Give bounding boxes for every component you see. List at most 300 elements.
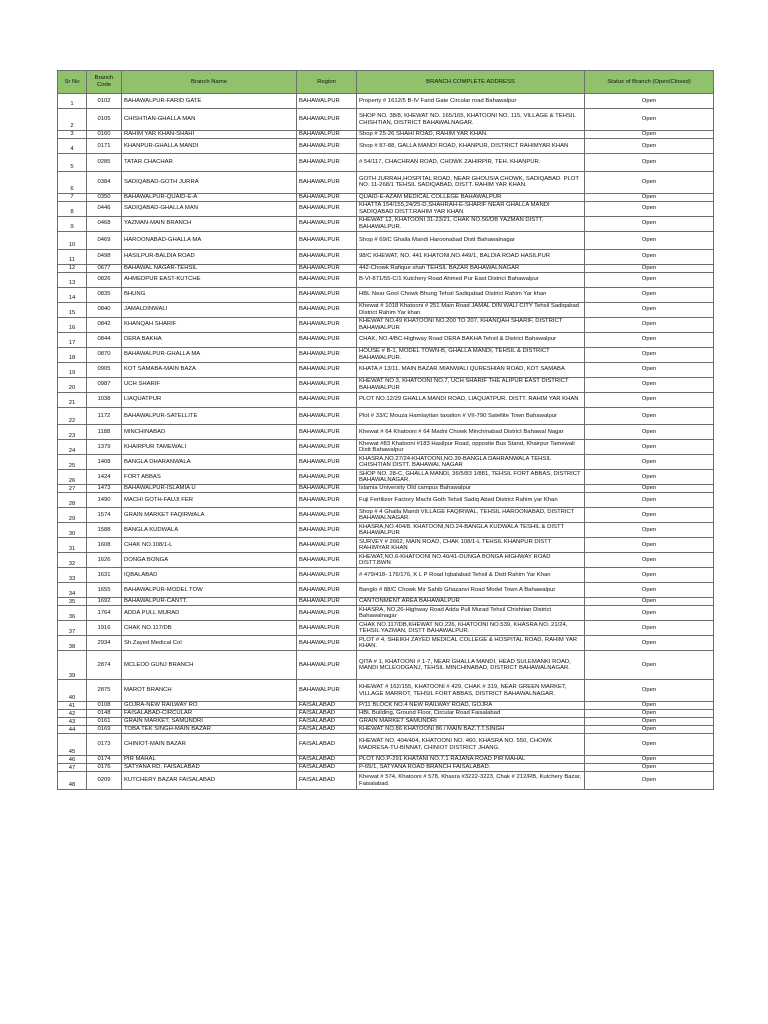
- row-region: BAHAWALPUR: [297, 317, 357, 332]
- row-sr-no: 43: [58, 718, 87, 726]
- table-row: [58, 636, 714, 651]
- row-branch-name: KOT SAMABA-MAIN BAZA: [122, 362, 297, 377]
- row-address: KHEWAT,NO.6-KHATOONI NO.40/41-DUNGA BONGA HIGHWAY ROAD DISTT.BWN: [357, 553, 585, 568]
- row-branch-name: ADDA PULL MURAD: [122, 606, 297, 621]
- row-branch-name: KHANQAH SHARIF: [122, 317, 297, 332]
- row-sr-no: 14: [58, 287, 87, 302]
- row-region: BAHAWALPUR: [297, 272, 357, 287]
- row-branch-code: 1473: [87, 485, 122, 493]
- row-status: Open: [585, 317, 714, 332]
- row-branch-name: PIR MAHAL: [122, 756, 297, 764]
- row-address: GOTH JURRAH,HOSPITAL ROAD, NEAR GHOUSIA CHOWK, SADIQABAD. PLOT NO. 11-268/1 TEHSIL SADIQABAD, DISTT. RAHIM YAR KHAN.: [357, 171, 585, 193]
- row-branch-name: KHAIRPUR TAMEWALI: [122, 440, 297, 455]
- row-status: Open: [585, 718, 714, 726]
- row-address: B-VI-871/55-C/1 Kutchery Road Ahmed Pur East District Bahawalpur: [357, 272, 585, 287]
- row-branch-name: TATAR CHACHAR: [122, 154, 297, 172]
- row-sr-no: 48: [58, 772, 87, 790]
- row-branch-name: FAISALABAD-CIRCULAR: [122, 710, 297, 718]
- row-sr-no: 2: [58, 109, 87, 131]
- row-status: Open: [585, 264, 714, 272]
- row-address: Khewat # 1018 Khatooni # 251 Main Road JAMAL DIN WALI CITY Tehsil Sadiqabad District Rahim Yar khan: [357, 302, 585, 317]
- table-row: [58, 131, 714, 139]
- table-row: [58, 523, 714, 538]
- row-branch-code: 0870: [87, 347, 122, 362]
- row-branch-name: BAHAWAL NAGAR-TEHSIL: [122, 264, 297, 272]
- row-sr-no: 29: [58, 508, 87, 523]
- table-row: [58, 756, 714, 764]
- row-branch-code: 0835: [87, 287, 122, 302]
- row-branch-code: 1588: [87, 523, 122, 538]
- row-region: BAHAWALPUR: [297, 131, 357, 139]
- row-branch-code: 0176: [87, 764, 122, 772]
- row-status: Open: [585, 508, 714, 523]
- row-branch-code: 0171: [87, 139, 122, 154]
- row-status: Open: [585, 347, 714, 362]
- table-row: [58, 568, 714, 583]
- row-branch-code: 0173: [87, 734, 122, 756]
- table-row: [58, 726, 714, 734]
- table-row: [58, 287, 714, 302]
- row-status: Open: [585, 377, 714, 392]
- header-region: Region: [297, 71, 357, 94]
- row-branch-code: 0108: [87, 702, 122, 710]
- row-branch-name: DONGA BONGA: [122, 553, 297, 568]
- row-status: Open: [585, 440, 714, 455]
- row-address: Plot # 33/C Mouza Hamlaytian taxation # VII-790 Satellite Town Bahawalpur: [357, 407, 585, 425]
- table-row: [58, 347, 714, 362]
- row-status: Open: [585, 154, 714, 172]
- row-address: KHEWAT NO.86 KHATOONI 86 / MAIN BAZ.T.T.SINGH: [357, 726, 585, 734]
- row-status: Open: [585, 621, 714, 636]
- row-region: BAHAWALPUR: [297, 154, 357, 172]
- row-address: QUAID-E-AZAM MEDICAL COLLEGE BAHAWALPUR: [357, 193, 585, 201]
- row-region: BAHAWALPUR: [297, 583, 357, 598]
- row-region: BAHAWALPUR: [297, 538, 357, 553]
- row-branch-name: BAHAWALPUR-CANTT.: [122, 598, 297, 606]
- row-sr-no: 7: [58, 193, 87, 201]
- row-region: BAHAWALPUR: [297, 407, 357, 425]
- row-region: BAHAWALPUR: [297, 201, 357, 216]
- row-branch-name: KUTCHERY BAZAR FAISALABAD: [122, 772, 297, 790]
- row-branch-code: 0905: [87, 362, 122, 377]
- row-status: Open: [585, 772, 714, 790]
- row-branch-code: 0160: [87, 131, 122, 139]
- row-branch-name: SATYANA RD, FAISALABAD: [122, 764, 297, 772]
- row-region: BAHAWALPUR: [297, 485, 357, 493]
- header-branch-code: Branch Code: [87, 71, 122, 94]
- row-region: BAHAWALPUR: [297, 553, 357, 568]
- row-branch-code: 2874: [87, 651, 122, 680]
- table-row: [58, 392, 714, 407]
- row-address: SHOP NO. 38/8, KHEWAT NO. 165/165, KHATOONI NO. 115, VILLAGE & TEHSIL CHISHTIAN, DISTRICT BAHAWALNAGAR.: [357, 109, 585, 131]
- table-row: [58, 377, 714, 392]
- table-row: [58, 493, 714, 508]
- row-branch-name: DERA BAKHA: [122, 332, 297, 347]
- row-branch-code: 0161: [87, 718, 122, 726]
- row-address: P-65/1, SATYANA ROAD BRANCH FAISALABAD.: [357, 764, 585, 772]
- row-address: CHAK, NO.4/BC-Highway Road DERA BAKHA Tehsil & District Bahawalpur: [357, 332, 585, 347]
- table-row: [58, 362, 714, 377]
- row-branch-name: GRAIN MARKET, SAMUNDRI: [122, 718, 297, 726]
- table-row: [58, 231, 714, 249]
- row-branch-name: MINCHINABAD: [122, 425, 297, 440]
- row-region: BAHAWALPUR: [297, 347, 357, 362]
- table-row: [58, 139, 714, 154]
- row-address: KHATA # 13/11, MAIN BAZAR MIANWALI QURESHIAN ROAD, KOT SAMABA: [357, 362, 585, 377]
- row-status: Open: [585, 734, 714, 756]
- table-row: [58, 718, 714, 726]
- row-sr-no: 20: [58, 377, 87, 392]
- row-address: PLOT NO.12/29 GHALLA MANDI ROAD, LIAQUATPUR. DISTT. RAHIM YAR KHAN: [357, 392, 585, 407]
- row-branch-code: 1490: [87, 493, 122, 508]
- row-region: BAHAWALPUR: [297, 109, 357, 131]
- table-row: [58, 734, 714, 756]
- row-branch-name: CHAK NO.108/1-L: [122, 538, 297, 553]
- table-row: [58, 154, 714, 172]
- row-status: Open: [585, 583, 714, 598]
- row-region: BAHAWALPUR: [297, 362, 357, 377]
- row-region: BAHAWALPUR: [297, 636, 357, 651]
- row-status: Open: [585, 332, 714, 347]
- row-branch-code: 0105: [87, 109, 122, 131]
- row-region: BAHAWALPUR: [297, 264, 357, 272]
- row-address: Khewat #83 Khatooni #183 Hasilpur Road, opposite Bus Stand, Khairpur Tamewali Distt Bahawalpur: [357, 440, 585, 455]
- table-row: [58, 109, 714, 131]
- row-sr-no: 37: [58, 621, 87, 636]
- row-branch-code: 1692: [87, 598, 122, 606]
- row-region: BAHAWALPUR: [297, 425, 357, 440]
- row-address: KHASRA,NO.27/24-KHATOONI,NO.39-BANGLA DAHRANWALA TEHSIL CHISHTIAN DISTT. BAHAWAL NAGAR: [357, 455, 585, 470]
- row-region: FAISALABAD: [297, 734, 357, 756]
- row-address: KHASRA,NO.404/8. KHATOONI,NO.24-BANGLA KUDWALA TESHIL & DISTT BAHAWALPUR: [357, 523, 585, 538]
- table-row: [58, 702, 714, 710]
- row-address: PLOT # 4, SHEIKH ZAYED MEDICAL COLLEGE & HOSPITAL ROAD, RAHIM YAR KHAN.: [357, 636, 585, 651]
- table-row: [58, 538, 714, 553]
- row-region: BAHAWALPUR: [297, 392, 357, 407]
- row-branch-name: BAHAWALPUR-SATELLITE: [122, 407, 297, 425]
- row-branch-name: BAHAWALPUR-MODEL TOW: [122, 583, 297, 598]
- row-address: Shop # 25-26 SHAHI ROAD, RAHIM YAR KHAN.: [357, 131, 585, 139]
- row-address: P/11 BLOCK NO.4 NEW RAILWAY ROAD, GOJRA: [357, 702, 585, 710]
- row-status: Open: [585, 710, 714, 718]
- row-sr-no: 30: [58, 523, 87, 538]
- row-status: Open: [585, 425, 714, 440]
- row-sr-no: 19: [58, 362, 87, 377]
- table-row: [58, 470, 714, 485]
- row-address: PLOT NO.P-291 KHATANI NO.7.1 RAJANA ROAD PIR MAHAL: [357, 756, 585, 764]
- row-status: Open: [585, 216, 714, 231]
- row-sr-no: 41: [58, 702, 87, 710]
- row-region: BAHAWALPUR: [297, 621, 357, 636]
- row-region: BAHAWALPUR: [297, 598, 357, 606]
- row-sr-no: 17: [58, 332, 87, 347]
- row-status: Open: [585, 302, 714, 317]
- row-sr-no: 11: [58, 249, 87, 264]
- row-branch-code: 2934: [87, 636, 122, 651]
- row-address: Khewat # 574, Khatooni # 578, Khasra #3222-3223, Chak # 212/RB, Kutchery Bazar, Faisalabad.: [357, 772, 585, 790]
- row-status: Open: [585, 94, 714, 109]
- row-region: BAHAWALPUR: [297, 193, 357, 201]
- table-row: [58, 710, 714, 718]
- row-branch-code: 1916: [87, 621, 122, 636]
- row-status: Open: [585, 455, 714, 470]
- table-row: [58, 272, 714, 287]
- row-region: BAHAWALPUR: [297, 455, 357, 470]
- row-branch-code: 1424: [87, 470, 122, 485]
- row-status: Open: [585, 139, 714, 154]
- row-branch-code: 0384: [87, 171, 122, 193]
- row-region: BAHAWALPUR: [297, 94, 357, 109]
- row-sr-no: 31: [58, 538, 87, 553]
- table-row: [58, 171, 714, 193]
- row-branch-name: BAHAWALPUR-QUAID-E-A: [122, 193, 297, 201]
- row-branch-name: GRAIN MARKET FAQIRWALA: [122, 508, 297, 523]
- row-branch-name: HASILPUR-BALDIA ROAD: [122, 249, 297, 264]
- row-sr-no: 36: [58, 606, 87, 621]
- row-status: Open: [585, 606, 714, 621]
- row-branch-name: RAHIM YAR KHAN-SHAHI: [122, 131, 297, 139]
- row-status: Open: [585, 407, 714, 425]
- row-status: Open: [585, 764, 714, 772]
- row-region: FAISALABAD: [297, 756, 357, 764]
- table-row: [58, 508, 714, 523]
- row-status: Open: [585, 231, 714, 249]
- row-address: SHOP NO. 28-C, GHALLA MANDI, 36/5/83 1/881, TEHSIL FORT ABBAS, DISTRICT BAHAWALNAGAR.: [357, 470, 585, 485]
- row-branch-code: 0102: [87, 94, 122, 109]
- row-status: Open: [585, 636, 714, 651]
- row-branch-code: 0446: [87, 201, 122, 216]
- row-sr-no: 3: [58, 131, 87, 139]
- row-sr-no: 35: [58, 598, 87, 606]
- table-row: [58, 317, 714, 332]
- branch-table: [57, 70, 714, 790]
- row-region: BAHAWALPUR: [297, 470, 357, 485]
- row-region: BAHAWALPUR: [297, 680, 357, 702]
- row-region: BAHAWALPUR: [297, 523, 357, 538]
- row-region: BAHAWALPUR: [297, 332, 357, 347]
- row-address: Islamia University Old campus Bahawalpur: [357, 485, 585, 493]
- row-address: Property # 1612/5 B-IV Farid Gate Circular road Bahawalpur: [357, 94, 585, 109]
- row-branch-code: 1608: [87, 538, 122, 553]
- row-address: KHEWAT 12, KHATOONI 31-23/21, CHAK NO.56/DB YAZMAN DISTT. BAHAWALPUR.: [357, 216, 585, 231]
- row-status: Open: [585, 272, 714, 287]
- table-row: [58, 216, 714, 231]
- row-status: Open: [585, 287, 714, 302]
- row-sr-no: 28: [58, 493, 87, 508]
- row-branch-code: 1631: [87, 568, 122, 583]
- row-region: BAHAWALPUR: [297, 249, 357, 264]
- row-region: BAHAWALPUR: [297, 287, 357, 302]
- table-row: [58, 621, 714, 636]
- row-region: BAHAWALPUR: [297, 568, 357, 583]
- row-branch-code: 0285: [87, 154, 122, 172]
- row-branch-code: 1379: [87, 440, 122, 455]
- row-branch-code: 1655: [87, 583, 122, 598]
- table-row: [58, 583, 714, 598]
- row-sr-no: 4: [58, 139, 87, 154]
- row-branch-name: KHANPUR-GHALLA MANDI: [122, 139, 297, 154]
- row-address: HOUSE # B-1, MODEL TOWN-B, GHALLA MANDI, TEHSIL & DISTRICT BAHAWALPUR.: [357, 347, 585, 362]
- table-body: [58, 94, 714, 790]
- row-branch-code: 1188: [87, 425, 122, 440]
- row-branch-code: 1574: [87, 508, 122, 523]
- table-row: [58, 193, 714, 201]
- row-branch-code: 1408: [87, 455, 122, 470]
- row-branch-code: 1038: [87, 392, 122, 407]
- table-row: [58, 680, 714, 702]
- row-sr-no: 24: [58, 440, 87, 455]
- row-status: Open: [585, 598, 714, 606]
- table-row: [58, 553, 714, 568]
- row-branch-code: 1172: [87, 407, 122, 425]
- table-row: [58, 201, 714, 216]
- row-address: CHAK NO.117/DB,KHEWAT NO.226, KHATOONI NO.539, KHASRA NO. 21/24, TEHSIL YAZMAN, DISTT BAHAWALPUR.: [357, 621, 585, 636]
- branch-list-sheet: [57, 70, 713, 790]
- row-branch-code: 0148: [87, 710, 122, 718]
- row-sr-no: 5: [58, 154, 87, 172]
- row-address: HBL Building, Ground Floor, Circular Road Faisalabad: [357, 710, 585, 718]
- row-branch-code: 0469: [87, 231, 122, 249]
- row-sr-no: 9: [58, 216, 87, 231]
- row-sr-no: 33: [58, 568, 87, 583]
- row-address: Shop # 4 Ghalla Mandi VILLAGE FAQIRWAL, TEHSIL HAROONABAD, DISTRICT BAHAWALNAGAR.: [357, 508, 585, 523]
- row-branch-code: 0350: [87, 193, 122, 201]
- row-address: GRAIN MARKET SAMUNDRI: [357, 718, 585, 726]
- header-branch-name: Branch Name: [122, 71, 297, 94]
- row-region: BAHAWALPUR: [297, 171, 357, 193]
- row-branch-name: SADIQABAD-GOTH JURRA: [122, 171, 297, 193]
- row-branch-code: 0169: [87, 726, 122, 734]
- table-row: [58, 651, 714, 680]
- row-status: Open: [585, 362, 714, 377]
- row-address: KHEWAT # 162/155, KHATOONI # 429, CHAK # 319, NEAR GREEN MARKET, VILLAGE MARROT, TEHSIL FORT ABBAS, DISTRICT BAHAWALNAGAR.: [357, 680, 585, 702]
- row-branch-name: MACHI GOTH-FAUJI FER: [122, 493, 297, 508]
- row-sr-no: 1: [58, 94, 87, 109]
- row-sr-no: 15: [58, 302, 87, 317]
- row-region: FAISALABAD: [297, 764, 357, 772]
- row-sr-no: 25: [58, 455, 87, 470]
- row-sr-no: 34: [58, 583, 87, 598]
- table-row: [58, 772, 714, 790]
- row-branch-name: MAROT BRANCH: [122, 680, 297, 702]
- row-status: Open: [585, 756, 714, 764]
- row-status: Open: [585, 470, 714, 485]
- row-sr-no: 18: [58, 347, 87, 362]
- row-status: Open: [585, 201, 714, 216]
- row-branch-code: 0498: [87, 249, 122, 264]
- row-branch-code: 0987: [87, 377, 122, 392]
- row-sr-no: 40: [58, 680, 87, 702]
- row-branch-name: IQBALABAD: [122, 568, 297, 583]
- row-branch-code: 0209: [87, 772, 122, 790]
- row-sr-no: 6: [58, 171, 87, 193]
- row-sr-no: 26: [58, 470, 87, 485]
- row-address: Shop # 87-88, GALLA MANDI ROAD, KHANPUR, DISTRICT RAHIMYAR KHAN: [357, 139, 585, 154]
- table-row: [58, 407, 714, 425]
- row-branch-code: 2875: [87, 680, 122, 702]
- row-address: Shop # 69/C Ghalla Mandi Haroonabad Distt Bahawalnagar: [357, 231, 585, 249]
- row-branch-name: JAMALDINWALI: [122, 302, 297, 317]
- row-status: Open: [585, 493, 714, 508]
- header-address: BRANCH COMPLETE ADDRESS: [357, 71, 585, 94]
- row-sr-no: 27: [58, 485, 87, 493]
- row-branch-name: FORT ABBAS: [122, 470, 297, 485]
- row-sr-no: 23: [58, 425, 87, 440]
- row-branch-name: SADIQABAD-GHALLA MAN: [122, 201, 297, 216]
- row-region: BAHAWALPUR: [297, 377, 357, 392]
- row-address: 442-Chowk Rafique shah TEHSIL BAZAR BAHAWALNAGAR: [357, 264, 585, 272]
- row-branch-name: Sh.Zayed Medical Col: [122, 636, 297, 651]
- row-sr-no: 22: [58, 407, 87, 425]
- header-row: [58, 71, 714, 94]
- row-branch-code: 0468: [87, 216, 122, 231]
- row-address: # 479/418- 176/176, K L P Road Iqbalabad Tehsil & Distt Rahim Yar Khan: [357, 568, 585, 583]
- row-region: BAHAWALPUR: [297, 606, 357, 621]
- row-branch-code: 1764: [87, 606, 122, 621]
- row-branch-name: CHAK NO.117/DB: [122, 621, 297, 636]
- row-region: BAHAWALPUR: [297, 216, 357, 231]
- table-row: [58, 302, 714, 317]
- row-status: Open: [585, 651, 714, 680]
- row-branch-name: GOJRA-NEW RAILWAY RO: [122, 702, 297, 710]
- table-row: [58, 249, 714, 264]
- row-region: BAHAWALPUR: [297, 508, 357, 523]
- table-row: [58, 264, 714, 272]
- row-branch-name: CHISHTIAN-GHALLA MAN: [122, 109, 297, 131]
- row-sr-no: 8: [58, 201, 87, 216]
- row-status: Open: [585, 538, 714, 553]
- row-sr-no: 46: [58, 756, 87, 764]
- row-branch-code: 0677: [87, 264, 122, 272]
- row-sr-no: 21: [58, 392, 87, 407]
- row-sr-no: 10: [58, 231, 87, 249]
- row-branch-code: 1626: [87, 553, 122, 568]
- row-status: Open: [585, 171, 714, 193]
- row-region: BAHAWALPUR: [297, 302, 357, 317]
- row-address: Banglo # 88/C Chowk Mir Sahib Ghazanvi Road Model Town A Bahawalpur: [357, 583, 585, 598]
- row-branch-code: 0174: [87, 756, 122, 764]
- table-row: [58, 94, 714, 109]
- row-sr-no: 38: [58, 636, 87, 651]
- row-region: FAISALABAD: [297, 718, 357, 726]
- row-address: KHATTA 154/155,24/25-D,SHAHRAH-E-SHARIF NEAR GHALLA MANDI SADIQABAD DISTT.RAHIM YAR KHAN: [357, 201, 585, 216]
- row-address: KHEWAT NO 3, KHATOONI NO.7, UCH SHARIF THE ALIPUR EAST DISTRICT BAHAWALPUR: [357, 377, 585, 392]
- row-branch-code: 0844: [87, 332, 122, 347]
- row-region: BAHAWALPUR: [297, 651, 357, 680]
- row-status: Open: [585, 553, 714, 568]
- row-branch-name: BAHAWALPUR-ISLAMIA U: [122, 485, 297, 493]
- table-row: [58, 598, 714, 606]
- row-branch-code: 0840: [87, 302, 122, 317]
- row-status: Open: [585, 249, 714, 264]
- row-status: Open: [585, 726, 714, 734]
- row-address: KHEWAT NO. 404/404, KHATOONI NO. 460, KHASRA NO. 550, CHOWK MADRESA-TU-BINNAT, CHINIOT DISTRICT JHANG.: [357, 734, 585, 756]
- row-branch-name: BHUNG: [122, 287, 297, 302]
- row-branch-name: TOBA TEK SINGH-MAIN BAZAR: [122, 726, 297, 734]
- row-status: Open: [585, 680, 714, 702]
- row-branch-name: UCH SHARIF: [122, 377, 297, 392]
- row-region: FAISALABAD: [297, 710, 357, 718]
- row-branch-code: 0842: [87, 317, 122, 332]
- row-branch-name: MCLEOD GUNJ BRANCH: [122, 651, 297, 680]
- row-sr-no: 13: [58, 272, 87, 287]
- row-sr-no: 45: [58, 734, 87, 756]
- row-address: KHEWAT NO.49 KHATOONI NO.200 TO 207, KHANQAH SHARIF, DISTRICT BAHAWALPUR: [357, 317, 585, 332]
- row-branch-name: LIAQUATPUR: [122, 392, 297, 407]
- row-sr-no: 16: [58, 317, 87, 332]
- row-sr-no: 44: [58, 726, 87, 734]
- row-address: HBL Near Gool Chowk Bhung Tehsil Sadiqabad District Rahim Yar khan: [357, 287, 585, 302]
